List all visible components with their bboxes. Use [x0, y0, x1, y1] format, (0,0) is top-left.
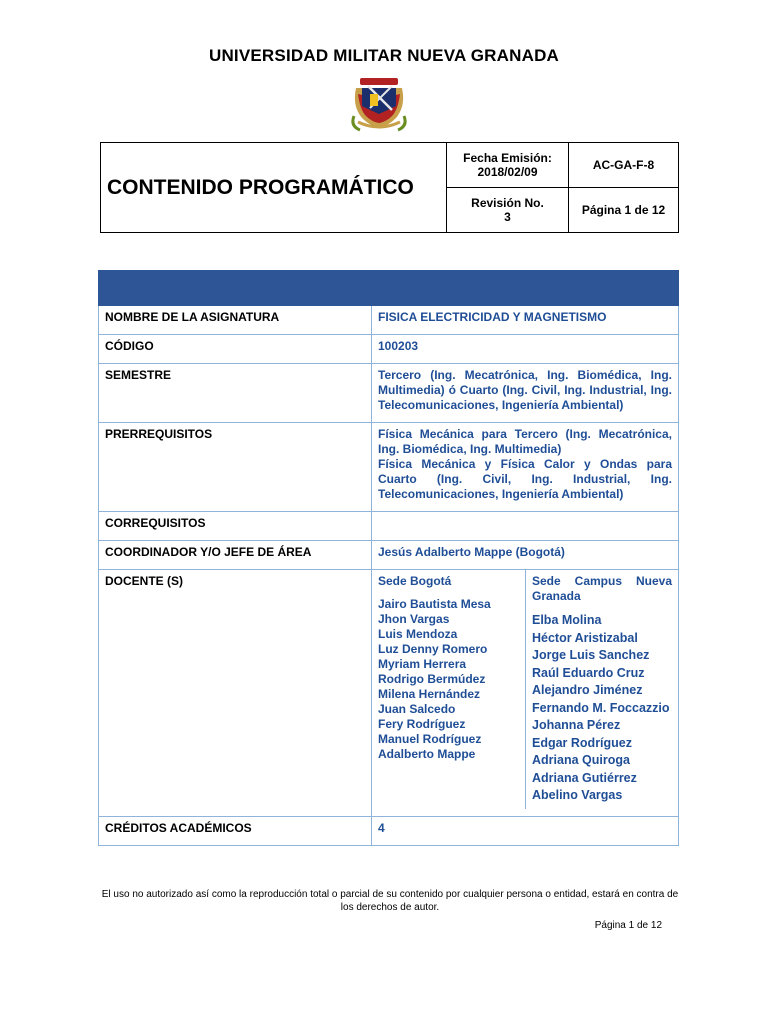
teacher-name: Jairo Bautista Mesa	[378, 597, 491, 611]
copyright-notice: El uso no autorizado así como la reproducción total o parcial de su contenido por cualquier persona o entidad, estará en contra de los derechos de autor.	[101, 889, 679, 913]
document-code: AC-GA-F-8	[569, 143, 679, 188]
coordinator-label: COORDINADOR Y/O JEFE DE ÁREA	[99, 541, 372, 570]
revision-label: Revisión No.	[471, 196, 544, 210]
teacher-name: Edgar Rodríguez	[532, 735, 633, 750]
teacher-name: Abelino Vargas	[532, 788, 623, 802]
issue-date-label: Fecha Emisión:	[463, 151, 552, 165]
revision-value: 3	[504, 210, 511, 224]
teachers-label: DOCENTE (S)	[99, 570, 372, 817]
table-row	[99, 570, 679, 817]
teacher-name: Elba Molina	[532, 613, 602, 627]
credits-label: CRÉDITOS ACADÉMICOS	[99, 817, 372, 846]
teachers-campus-column	[525, 570, 678, 809]
course-info-table	[98, 270, 679, 846]
teacher-name: Adalberto Mappe	[378, 747, 476, 761]
prerequisites-line-1: Física Mecánica para Tercero (Ing. Mecatrónica, Ing. Biomédica, Ing. Multimedia)	[378, 427, 672, 456]
teacher-name: Juan Salcedo	[378, 702, 456, 716]
teachers-campus-list	[532, 612, 672, 805]
document-header-table	[100, 142, 679, 233]
teachers-columns	[372, 570, 678, 809]
teachers-bogota-column	[372, 570, 525, 809]
course-name-value: FISICA ELECTRICIDAD Y MAGNETISMO	[372, 306, 679, 335]
corequisites-value	[372, 512, 679, 541]
teacher-name: Luz Denny Romero	[378, 642, 488, 656]
teacher-name: Alejandro Jiménez	[532, 683, 643, 697]
teachers-bogota-list	[378, 597, 519, 762]
credits-value: 4	[372, 817, 679, 846]
code-value: 100203	[372, 335, 679, 364]
teacher-name: Fery Rodríguez	[378, 717, 466, 731]
issue-date-cell	[447, 143, 569, 188]
footer-page-number: Página 1 de 12	[594, 920, 662, 931]
university-shield-logo	[348, 66, 410, 132]
table-row	[99, 335, 679, 364]
teacher-name: Jhon Vargas	[378, 612, 450, 626]
revision-cell	[447, 188, 569, 233]
teacher-name: Luis Mendoza	[378, 627, 458, 641]
prerequisites-line-2: Física Mecánica y Física Calor y Ondas para Cuarto (Ing. Civil, Ing. Industrial, Ing. Telecomunicaciones, Ingeniería Ambiental)	[378, 457, 672, 501]
teacher-name: Johanna Pérez	[532, 718, 621, 732]
document-title: CONTENIDO PROGRAMÁTICO	[101, 143, 447, 233]
header-page-number: Página 1 de 12	[569, 188, 679, 233]
teacher-name: Fernando M. Foccazzio	[532, 700, 670, 715]
teacher-name: Milena Hernández	[378, 687, 481, 701]
university-title: UNIVERSIDAD MILITAR NUEVA GRANADA	[208, 46, 560, 65]
semester-value: Tercero (Ing. Mecatrónica, Ing. Biomédica, Ing. Multimedia) ó Cuarto (Ing. Civil, Ing. Industrial, Ing. Telecomunicaciones, Ingeniería Ambiental)	[372, 364, 679, 423]
table-row	[99, 817, 679, 846]
teacher-name: Adriana Quiroga	[532, 753, 630, 767]
coordinator-value: Jesús Adalberto Mappe (Bogotá)	[372, 541, 679, 570]
code-label: CÓDIGO	[99, 335, 372, 364]
prerequisites-label: PRERREQUISITOS	[99, 423, 372, 512]
teachers-campus-heading: Sede Campus Nueva Granada	[532, 574, 672, 603]
table-row	[99, 423, 679, 512]
teacher-name: Héctor Aristizabal	[532, 630, 638, 645]
teacher-name: Manuel Rodríguez	[378, 732, 482, 746]
teacher-name: Rodrigo Bermúdez	[378, 672, 486, 686]
semester-label: SEMESTRE	[99, 364, 372, 423]
table-row	[99, 364, 679, 423]
prerequisites-value	[372, 423, 679, 512]
course-name-label: NOMBRE DE LA ASIGNATURA	[99, 306, 372, 335]
teacher-name: Jorge Luis Sanchez	[532, 648, 650, 662]
teacher-name: Adriana Gutiérrez	[532, 770, 637, 785]
issue-date-value: 2018/02/09	[477, 165, 538, 179]
corequisites-label: CORREQUISITOS	[99, 512, 372, 541]
table-row	[99, 541, 679, 570]
table-row	[99, 306, 679, 335]
table-header-band	[99, 271, 679, 306]
table-row	[99, 512, 679, 541]
teachers-bogota-heading: Sede Bogotá	[378, 574, 452, 588]
teachers-value	[372, 570, 679, 817]
teacher-name: Myriam Herrera	[378, 657, 467, 671]
teacher-name: Raúl Eduardo Cruz	[532, 665, 645, 680]
